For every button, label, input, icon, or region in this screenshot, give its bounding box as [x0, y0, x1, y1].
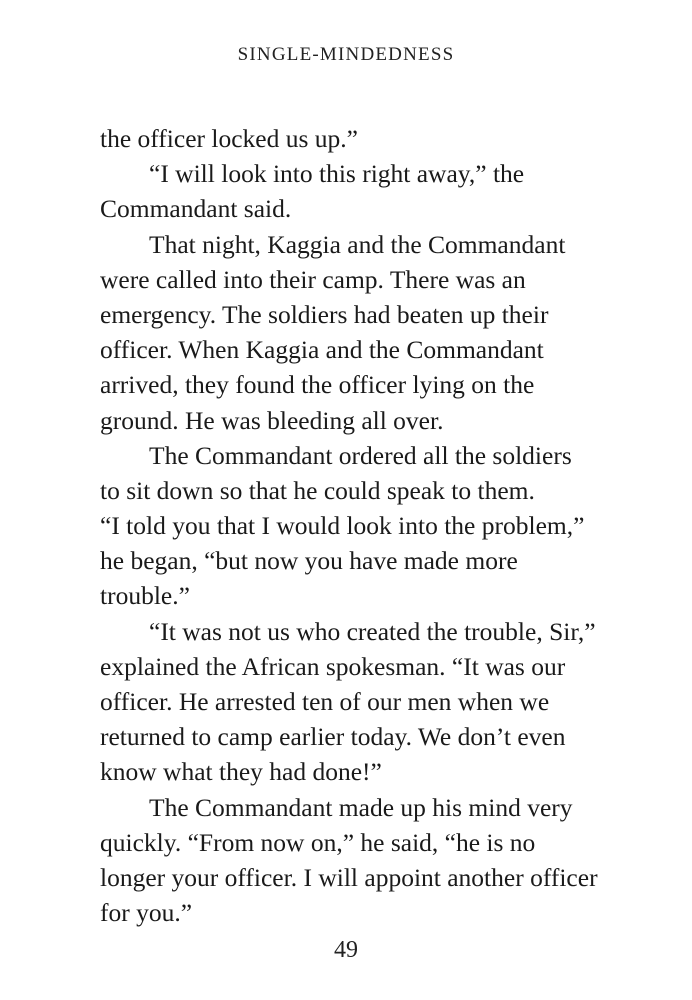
- text-line: emergency. The soldiers had beaten up their: [100, 299, 549, 329]
- text-line: trouble.”: [100, 581, 190, 611]
- text-line: Commandant said.: [100, 194, 292, 224]
- text-line: “It was not us who created the trouble, Sir,”: [149, 616, 596, 646]
- text-line: were called into their camp. There was an: [100, 264, 526, 294]
- text-line: officer. When Kaggia and the Commandant: [100, 335, 544, 365]
- text-line: he began, “but now you have made more: [100, 546, 518, 576]
- text-line: know what they had done!”: [100, 757, 382, 787]
- text-line: longer your officer. I will appoint another officer: [100, 862, 598, 892]
- text-line: “I will look into this right away,” the: [149, 159, 525, 189]
- page-number: 49: [334, 937, 358, 963]
- text-line: ground. He was bleeding all over.: [100, 405, 444, 435]
- text-line: returned to camp earlier today. We don’t even: [100, 722, 566, 752]
- body-text: [100, 121, 620, 930]
- text-line: arrived, they found the officer lying on the: [100, 370, 535, 400]
- text-line: That night, Kaggia and the Commandant: [149, 229, 566, 259]
- text-line: the officer locked us up.”: [100, 124, 358, 153]
- text-line: to sit down so that he could speak to them.: [100, 475, 535, 505]
- text-line: explained the African spokesman. “It was our: [100, 651, 566, 681]
- text-line: for you.”: [100, 898, 193, 928]
- text-line: The Commandant made up his mind very: [149, 792, 573, 822]
- running-head: SINGLE-MINDEDNESS: [237, 44, 455, 65]
- text-line: officer. He arrested ten of our men when we: [100, 687, 550, 716]
- text-line: “I told you that I would look into the problem,”: [100, 511, 585, 541]
- text-line: quickly. “From now on,” he said, “he is no: [100, 827, 536, 857]
- text-line: The Commandant ordered all the soldiers: [149, 440, 572, 470]
